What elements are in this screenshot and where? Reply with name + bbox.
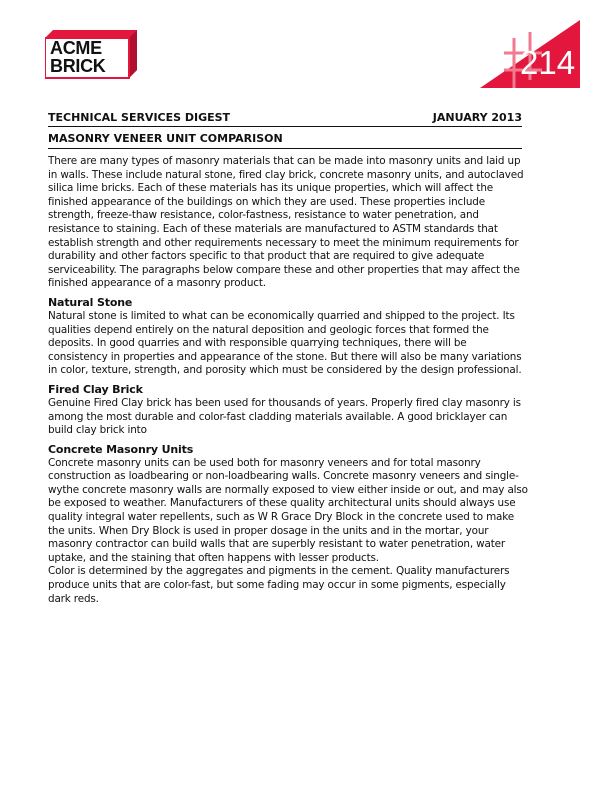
document-title: MASONRY VENEER UNIT COMPARISON: [48, 132, 522, 149]
section-heading-concrete-masonry-units: Concrete Masonry Units: [48, 442, 194, 456]
logo-word-acme: ACME: [50, 38, 102, 58]
publication-header: [48, 111, 522, 127]
section-heading-fired-clay-brick: Fired Clay Brick: [48, 382, 143, 396]
digest-number: 214: [520, 44, 576, 81]
section-paragraph: Genuine Fired Clay brick has been used for thousands of years. Properly fired clay masonry is among the most durable and color-fast cladding materials available. A good bricklayer can build clay brick into: [48, 396, 521, 437]
acme-brick-logo: [45, 30, 140, 80]
section-heading-natural-stone: Natural Stone: [48, 295, 133, 309]
publication-name: TECHNICAL SERVICES DIGEST: [48, 111, 231, 124]
section-paragraph: Concrete masonry units can be used both for masonry veneers and for total masonry construction as loadbearing or non-loadbearing walls. Concrete masonry veneers and single-wythe concrete masonry walls are normally exposed to view either inside or out, and may also be exposed to weather. Manufacturers of these quality architectural units should always use quality integral water repellents, such as W R Grace Dry Block in the concrete used to make the units. When Dry Block is used in proper dosage in the units and in the mortar, your masonry contractor can build walls that are superbly resistant to water penetration, water uptake, and the staining that often happens with lesser products.: [48, 456, 528, 564]
publication-date: JANUARY 2013: [432, 111, 522, 124]
document-body: [48, 155, 528, 606]
section-paragraph: Natural stone is limited to what can be economically quarried and shipped to the project. Its qualities depend entirely on the natural deposition and geologic forces that formed the deposits. In good quarries and with responsible quarrying techniques, there will be consistency in properties and appearance of the stone. But there will also be many variations in color, texture, strength, and porosity which must be considered by the design professional.: [48, 309, 522, 377]
logo-word-brick: BRICK: [50, 56, 106, 76]
section-paragraph: Color is determined by the aggregates and pigments in the cement. Quality manufacturers produce units that are color-fast, but some fading may occur in some pigments, especially dark reds.: [48, 565, 510, 605]
intro-paragraph: There are many types of masonry materials that can be made into masonry units and laid up in walls. These include natural stone, fired clay brick, concrete masonry units, and autoclaved silica lime bricks. Each of these materials has its unique properties, which will affect the finished appearance of the buildings on which they are used. These properties include strength, freeze-thaw resistance, color-fastness, resistance to water penetration, and resistance to staining. Each of these materials are manufactured to ASTM standards that establish strength and other requirements necessary to meet the minimum requirements for durability and other factors specific to that product that are required to give adequate serviceability. The paragraphs below compare these and other properties that may affect the finished appearance of a masonry product.: [48, 155, 524, 290]
